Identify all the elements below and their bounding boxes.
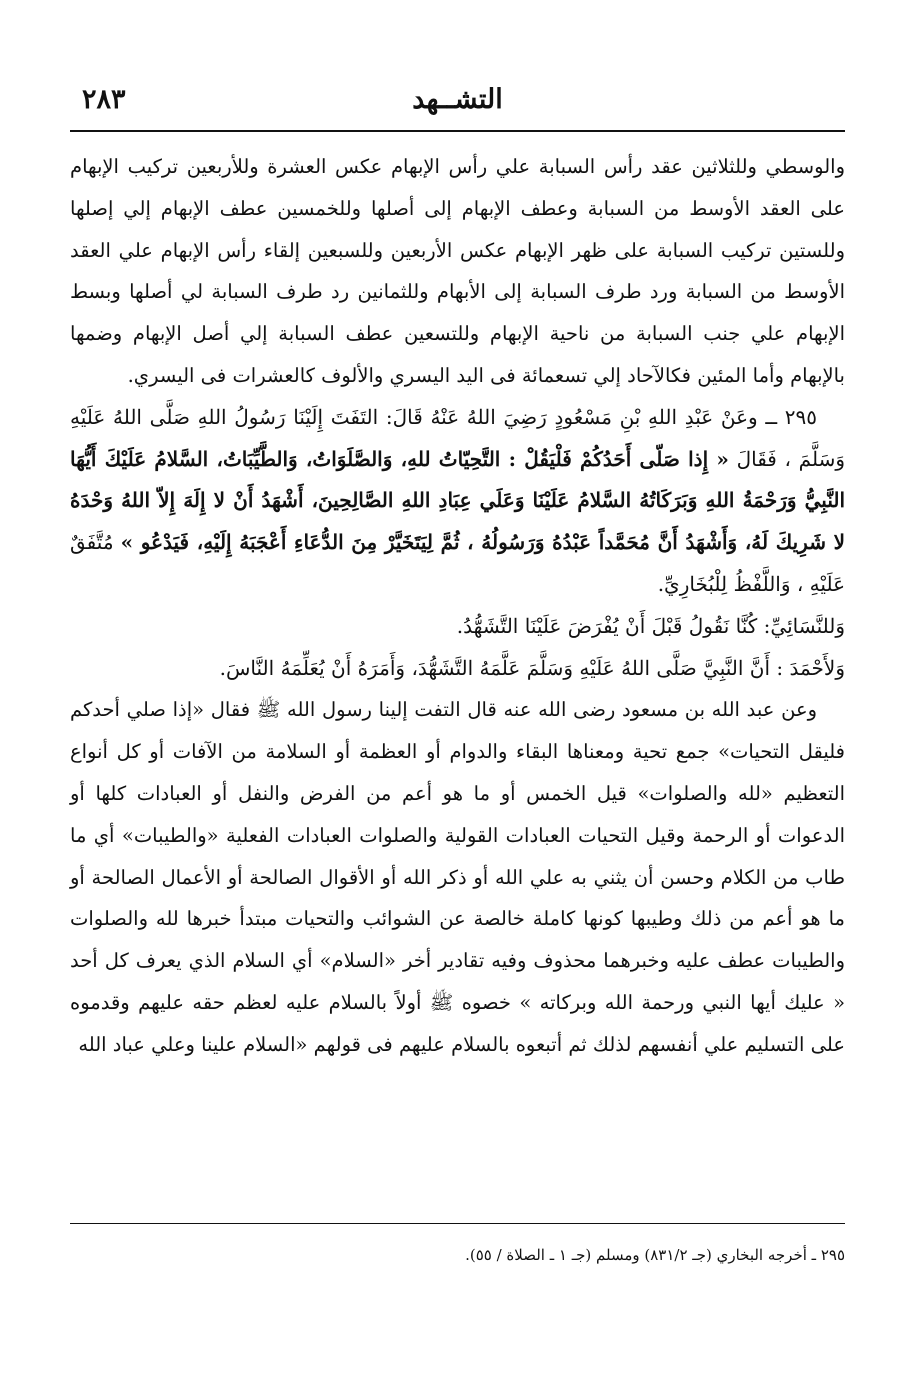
footnote-divider — [70, 1223, 845, 1224]
hadith-paragraph — [70, 397, 845, 606]
running-title: التشــهد — [412, 84, 503, 115]
hadith-source: مُتَّفَقٌ عَلَيْهِ ، وَاللَّفْظُ لِلْبُخَارِيِّ. — [70, 530, 845, 596]
hadith-intro: ٢٩٥ ــ وعَنْ عَبْدِ اللهِ بْنِ مَسْعُودٍ رَضِيَ اللهُ عَنْهُ قَالَ: التَفَتَ إِلَيْنَا رَسُولُ اللهِ صَلَّى اللهُ عَلَيْهِ وَسَلَّمَ ، فَقَالَ — [70, 404, 845, 471]
nasai-narration: وَللنَّسَائِيِّ: كُنَّا نَقُولُ قَبْلَ أَنْ يُفْرَضَ عَلَيْنَا التَّشَهُّدُ. — [456, 613, 845, 638]
counting-paragraph: والوسطي وللثلاثين عقد رأس السبابة علي رأس الإبهام عكس العشرة وللأربعين تركيب الإبهام على العقد الأوسط من السبابة وعطف الإبهام إلى أصلها وللخمسين عطف الإبهام إلي إصلها وللستين تركيب السبابة على ظهر الإبهام عكس الأربعين وللسبعين إلقاء رأس الإبهام علي العقد الأوسط من السبابة ورد طرف السبابة إلى الأبهام وللثمانين رد طرف السبابة لي أصلها وبسط الإبهام علي جنب السبابة من ناحية الإبهام وللتسعين عطف السبابة إلي أصل الإبهام وضمها بالإبهام وأما المئين فكالآحاد إلي تسعمائة فى اليد اليسري والألوف كالعشرات فى اليسري. — [70, 155, 845, 387]
hadith-quote: « إِذا صَلّى أَحَدُكُمْ فَلْيَقُلْ : التَّحِيّاتُ للهِ، وَالصَّلَوَاتُ، وَالطَّيِّبَاتُ، السَّلامُ عَلَيْكَ أَيُّهَا النَّبِيُّ وَرَحْمَةُ اللهِ وَبَرَكَاتُهُ السَّلامُ عَلَيْنَا وَعَلَي عِبَادِ اللهِ الصَّالِحِينَ، أَشْهَدُ أَنْ لا إِلَهَ إِلاّ اللهُ وَحْدَهُ لا شَرِيكَ لَهُ، وَأَشْهَدُ أَنَّ مُحَمَّداً عَبْدُهُ وَرَسُولُهُ ، ثُمَّ لِيَتَخَيَّرْ مِنَ الدُّعَاءِ أَعْجَبَهُ إِلَيْهِ، فَيَدْعُو » — [70, 446, 846, 555]
book-page — [70, 78, 845, 1318]
ahmad-narration: وَلأَحْمَدَ : أَنَّ النَّبِيَّ صَلَّى اللهُ عَلَيْهِ وَسَلَّمَ عَلَّمَهُ التَّشَهُّدَ، وَأَمَرَهُ أَنْ يُعَلِّمَهُ النَّاسَ. — [219, 655, 845, 680]
footnote: ٢٩٥ ـ أخرجه البخاري (جـ ٨٣١/٢) ومسلم (جـ ١ ـ الصلاة / ٥٥). — [465, 1246, 845, 1264]
commentary-paragraph: وعن عبد الله بن مسعود رضى الله عنه قال التفت إلينا رسول الله ﷺ فقال «إذا صلي أحدكم فليقل التحيات» جمع تحية ومعناها البقاء والدوام أو العظمة أو السلامة من الآفات أو كل أنواع التعظيم «لله والصلوات» قيل الخمس أو ما هو أعم من الفرض والنفل أو العبادات كلها أو الدعوات أو الرحمة وقيل التحيات العبادات القولية والصلوات العبادات الفعلية «والطيبات» أي ما طاب من الكلام وحسن أن يثني به علي الله أو ذكر الله أو الأقوال الصالحة أو الأعمال الصالحة أو ما هو أعم من ذلك وطيبها كونها كاملة خالصة عن الشوائب والتحيات مبتدأ خبرها لله والصلوات والطيبات عطف عليه وخبرهما محذوف وفيه تقادير أخر «السلام» أي السلام الذي يعرف كل أحد « عليك أيها النبي ورحمة الله وبركاته » خصوه ﷺ أولاً بالسلام عليه لعظم حقه عليهم وقدموه على التسليم علي أنفسهم لذلك ثم أتبعوه بالسلام عليهم فى قولهم «السلام علينا وعلي عباد الله — [70, 698, 845, 1056]
page-header — [70, 78, 845, 132]
body-text — [70, 146, 845, 1066]
page-number: ٢٨٣ — [82, 84, 126, 115]
